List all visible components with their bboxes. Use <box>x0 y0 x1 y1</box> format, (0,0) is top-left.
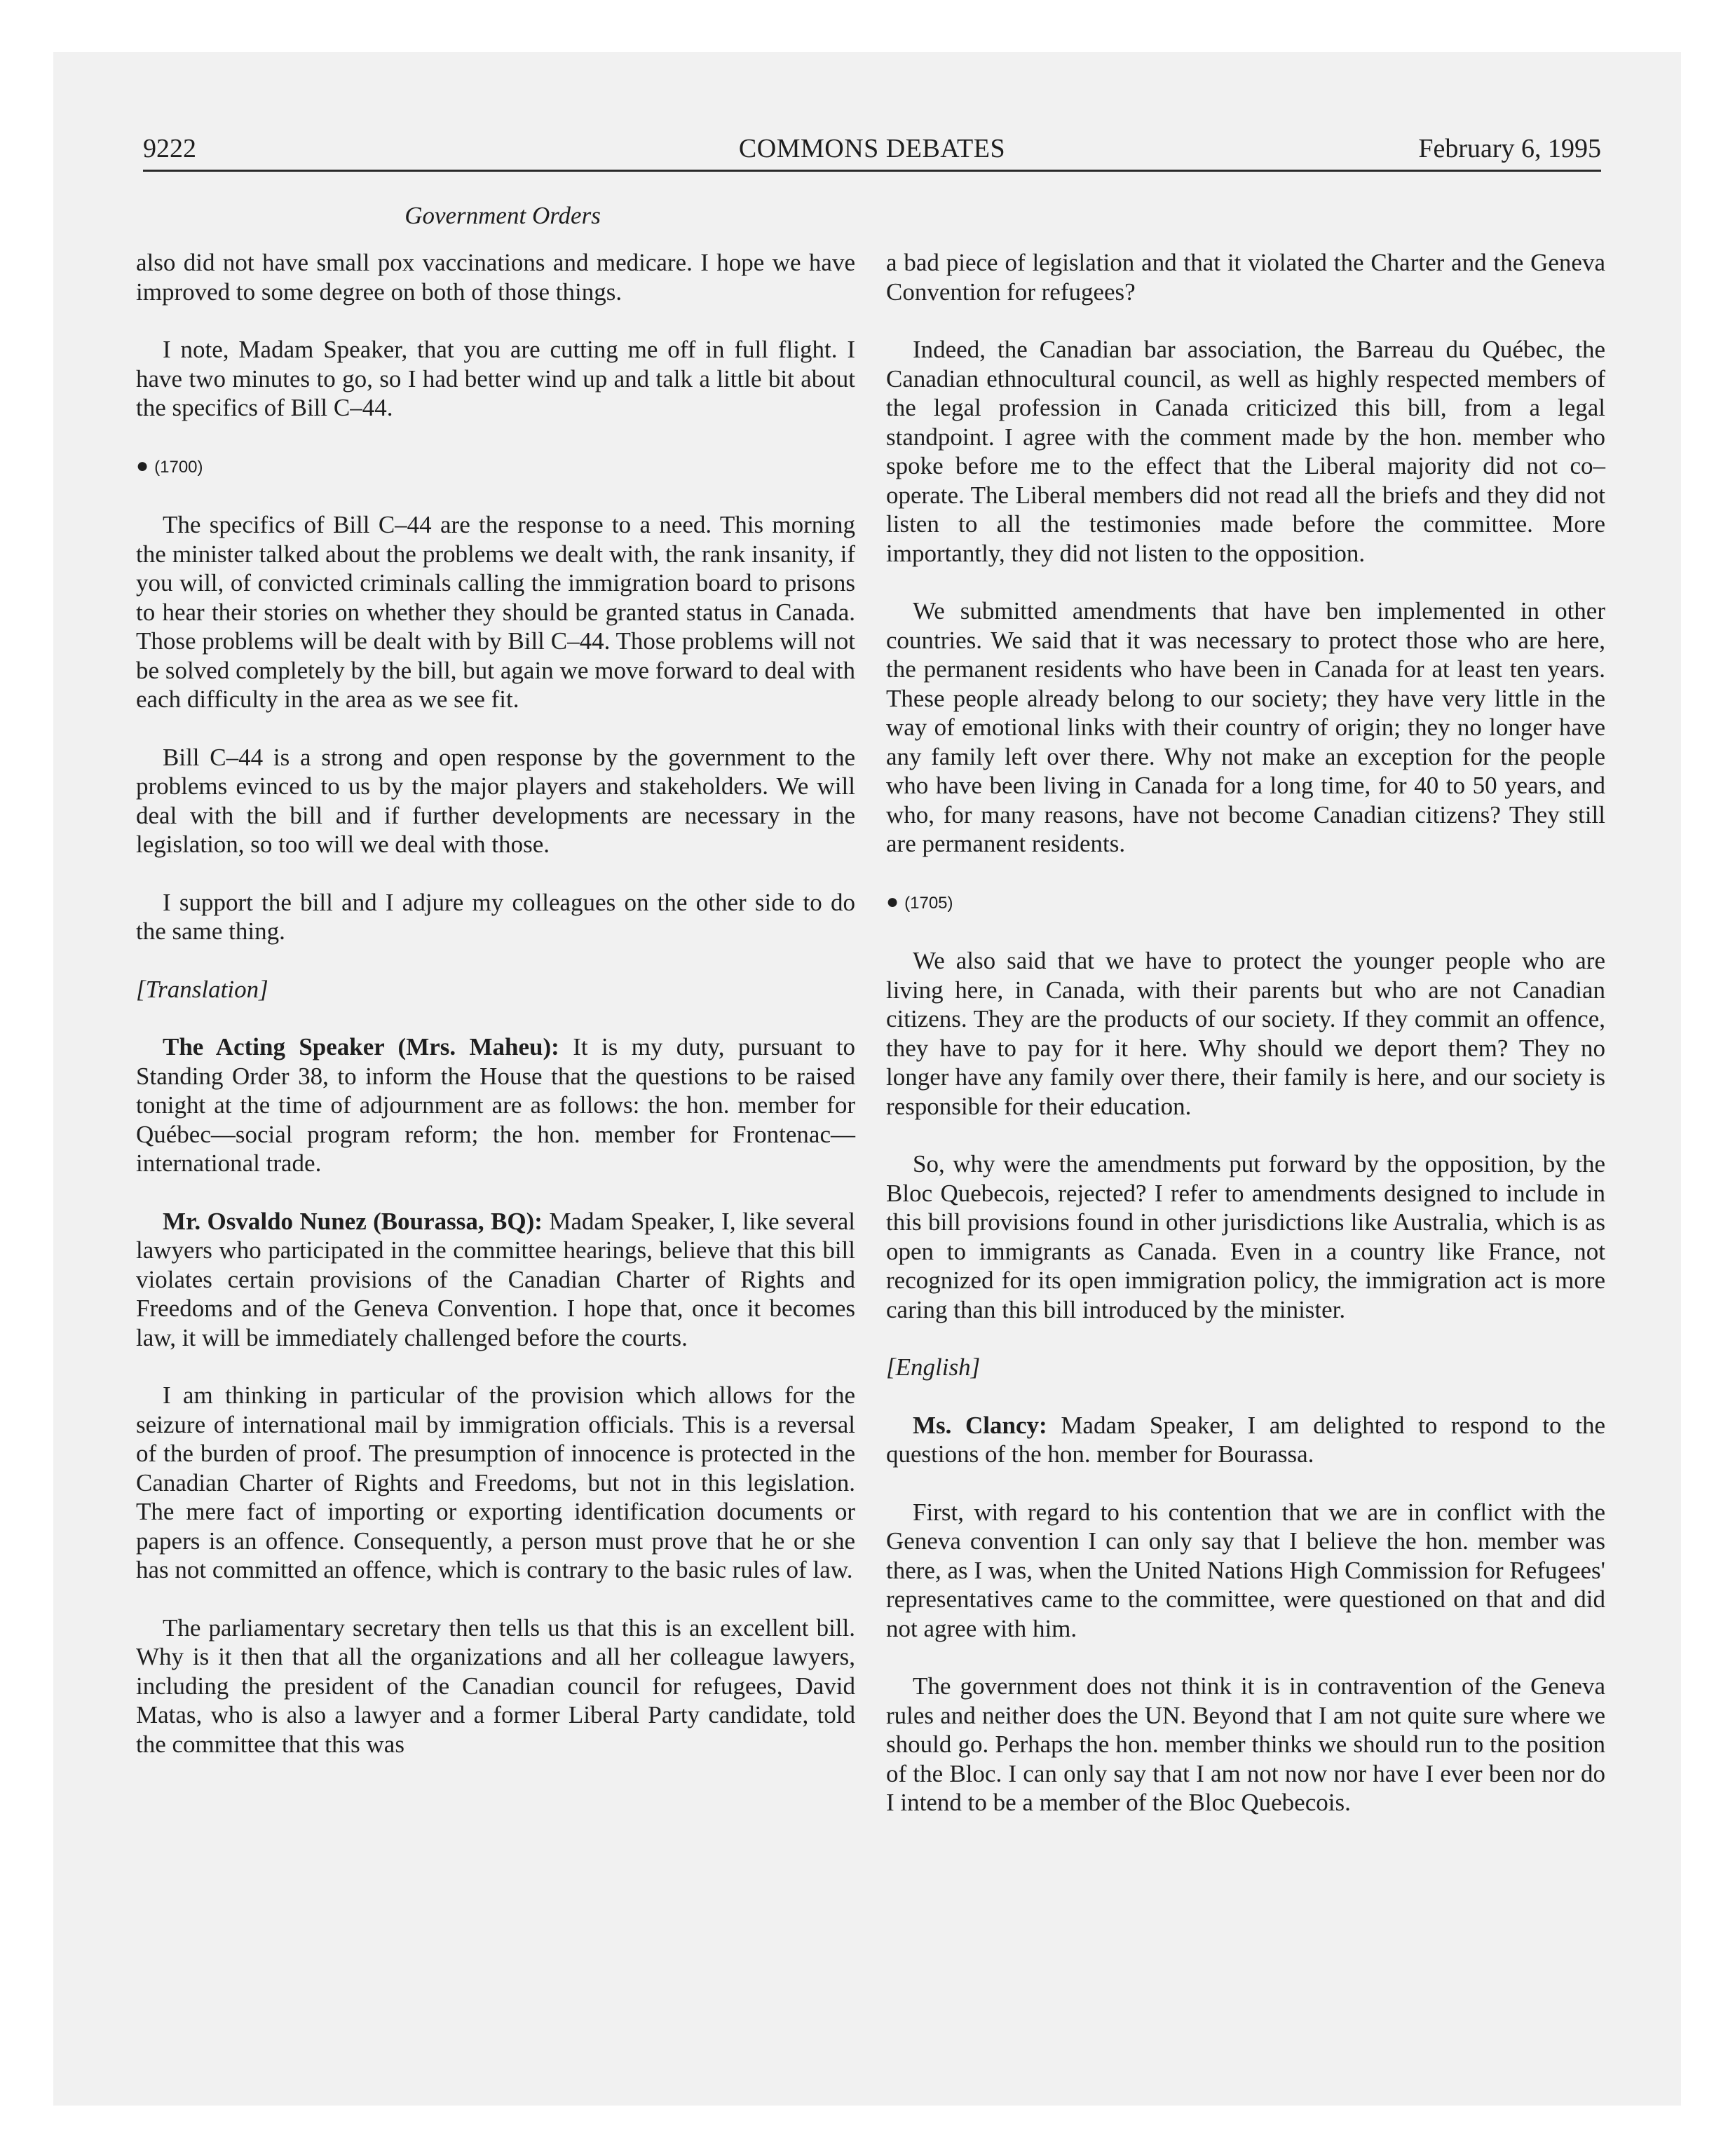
paragraph: First, with regard to his contention that we are in conflict with the Geneva convention I can only say that I believe the hon. member was there, as I was, when the United Nations High Commission for Refugees' representatives came to the committee, were questioned on that and did not agree with him. <box>886 1498 1605 1642</box>
time-stamp-text: (1705) <box>904 893 953 913</box>
language-tag: [English] <box>886 1353 981 1381</box>
paragraph: So, why were the amendments put forward by the opposition, by the Bloc Quebecois, rejected? I refer to amendments designed to include in this bill provisions found in other jurisdictions like Australia, which is as open to immigrants as Canada. Even in a country like France, not recognized for its open immigration policy, the immigration act is more caring than this bill introduced by the minister. <box>886 1150 1605 1323</box>
left-column <box>136 248 855 1787</box>
language-tag: [Translation] <box>136 975 268 1003</box>
bullet-icon: ● <box>136 453 149 477</box>
publication-date: February 6, 1995 <box>1418 134 1601 163</box>
header-rule <box>143 170 1601 172</box>
speaker-paragraph <box>136 1032 855 1178</box>
time-stamp <box>136 451 855 482</box>
speaker-name: Ms. Clancy: <box>913 1411 1047 1439</box>
right-column <box>886 248 1605 1846</box>
paragraph: also did not have small pox vaccinations and medicare. I hope we have improved to some degree on both of those things. <box>136 249 855 306</box>
bullet-icon: ● <box>886 889 899 913</box>
time-stamp-text: (1700) <box>154 457 203 477</box>
speech-text: Madam Speaker, I, like several lawyers who participated in the committee hearings, believe that this bill violates certain provisions of the Canadian Charter of Rights and Freedoms and of the Geneva Convention. I hope that, once it becomes law, it will be immediately challenged before the courts. <box>136 1207 855 1351</box>
paragraph: Bill C–44 is a strong and open response by the government to the problems evinced to us by the major players and stakeholders. We will deal with the bill and if further developments are necessary in the legislation, so too will we deal with those. <box>136 743 855 858</box>
paragraph: We submitted amendments that have ben implemented in other countries. We said that it was necessary to protect those who are here, the permanent residents who have been in Canada for at least ten years. These people already belong to our society; they have very little in the way of emotional links with their country of origin; they no longer have any family left over there. Why not make an exception for the people who have been living in Canada for a long time, for 40 to 50 years, and who, for many reasons, have not become Canadian citizens? They still are permanent residents. <box>886 597 1605 857</box>
paragraph: The specifics of Bill C–44 are the response to a need. This morning the minister talked about the problems we dealt with, the rank insanity, if you will, of convicted criminals calling the immigration board to prisons to hear their stories on whether they should be granted status in Canada. Those problems will be dealt with by Bill C–44. Those problems will not be solved completely by the bill, but again we move forward to deal with each difficulty in the area as we see fit. <box>136 511 855 713</box>
time-stamp <box>886 887 1605 918</box>
publication-title: COMMONS DEBATES <box>738 134 1006 163</box>
speech-text: Madam Speaker, I am delighted to respond to the questions of the hon. member for Bourassa. <box>886 1411 1605 1468</box>
section-title: Government Orders <box>404 202 601 229</box>
speaker-paragraph <box>886 1411 1605 1469</box>
speaker-name: Mr. Osvaldo Nunez (Bourassa, BQ): <box>163 1207 543 1235</box>
speaker-name: The Acting Speaker (Mrs. Maheu): <box>163 1033 559 1060</box>
speaker-paragraph <box>136 1207 855 1353</box>
paragraph: Indeed, the Canadian bar association, the Barreau du Québec, the Canadian ethnocultural council, as well as highly respected members of the legal profession in Canada criticized this bill, from a legal standpoint. I agree with the comment made by the hon. member who spoke before me to the effect that the Liberal majority did not co–operate. The Liberal members did not read all the briefs and they did not listen to all the testimonies made before the committee. More importantly, they did not listen to the opposition. <box>886 336 1605 567</box>
speech-text: It is my duty, pursuant to Standing Order 38, to inform the House that the questions to be raised tonight at the time of adjournment are as follows: the hon. member for Québec—social program reform; the hon. member for Frontenac—international trade. <box>136 1033 855 1177</box>
paragraph: The parliamentary secretary then tells us that this is an excellent bill. Why is it then that all the organizations and all her colleague lawyers, including the president of the Canadian council for refugees, David Matas, who is also a lawyer and a former Liberal Party candidate, told the committee that this was <box>136 1613 855 1758</box>
page-header <box>143 129 1601 168</box>
paragraph: We also said that we have to protect the younger people who are living here, in Canada, with their parents but who are not Canadian citizens. They are the products of our society. If they commit an offence, they have to pay for it here. Why should we deport them? They no longer have any family over there, their family is here, and our society is responsible for their education. <box>886 947 1605 1120</box>
paragraph: I am thinking in particular of the provision which allows for the seizure of international mail by immigration officials. This is a reversal of the burden of proof. The presumption of innocence is protected in the Canadian Charter of Rights and Freedoms, but not in this legislation. The mere fact of importing or exporting identification documents or papers is an offence. Consequently, a person must prove that he or she has not committed an offence, which is contrary to the basic rules of law. <box>136 1381 855 1583</box>
page-number: 9222 <box>143 134 196 163</box>
paragraph: a bad piece of legislation and that it violated the Charter and the Geneva Convention for refugees? <box>886 249 1605 306</box>
paragraph: The government does not think it is in contravention of the Geneva rules and neither does the UN. Beyond that I am not quite sure where we should go. Perhaps the hon. member thinks we should run to the position of the Bloc. I can only say that I am not now nor have I ever been nor do I intend to be a member of the Bloc Quebecois. <box>886 1672 1605 1816</box>
paragraph: I note, Madam Speaker, that you are cutting me off in full flight. I have two minutes to go, so I had better wind up and talk a little bit about the specifics of Bill C–44. <box>136 336 855 421</box>
paragraph: I support the bill and I adjure my colleagues on the other side to do the same thing. <box>136 888 855 945</box>
